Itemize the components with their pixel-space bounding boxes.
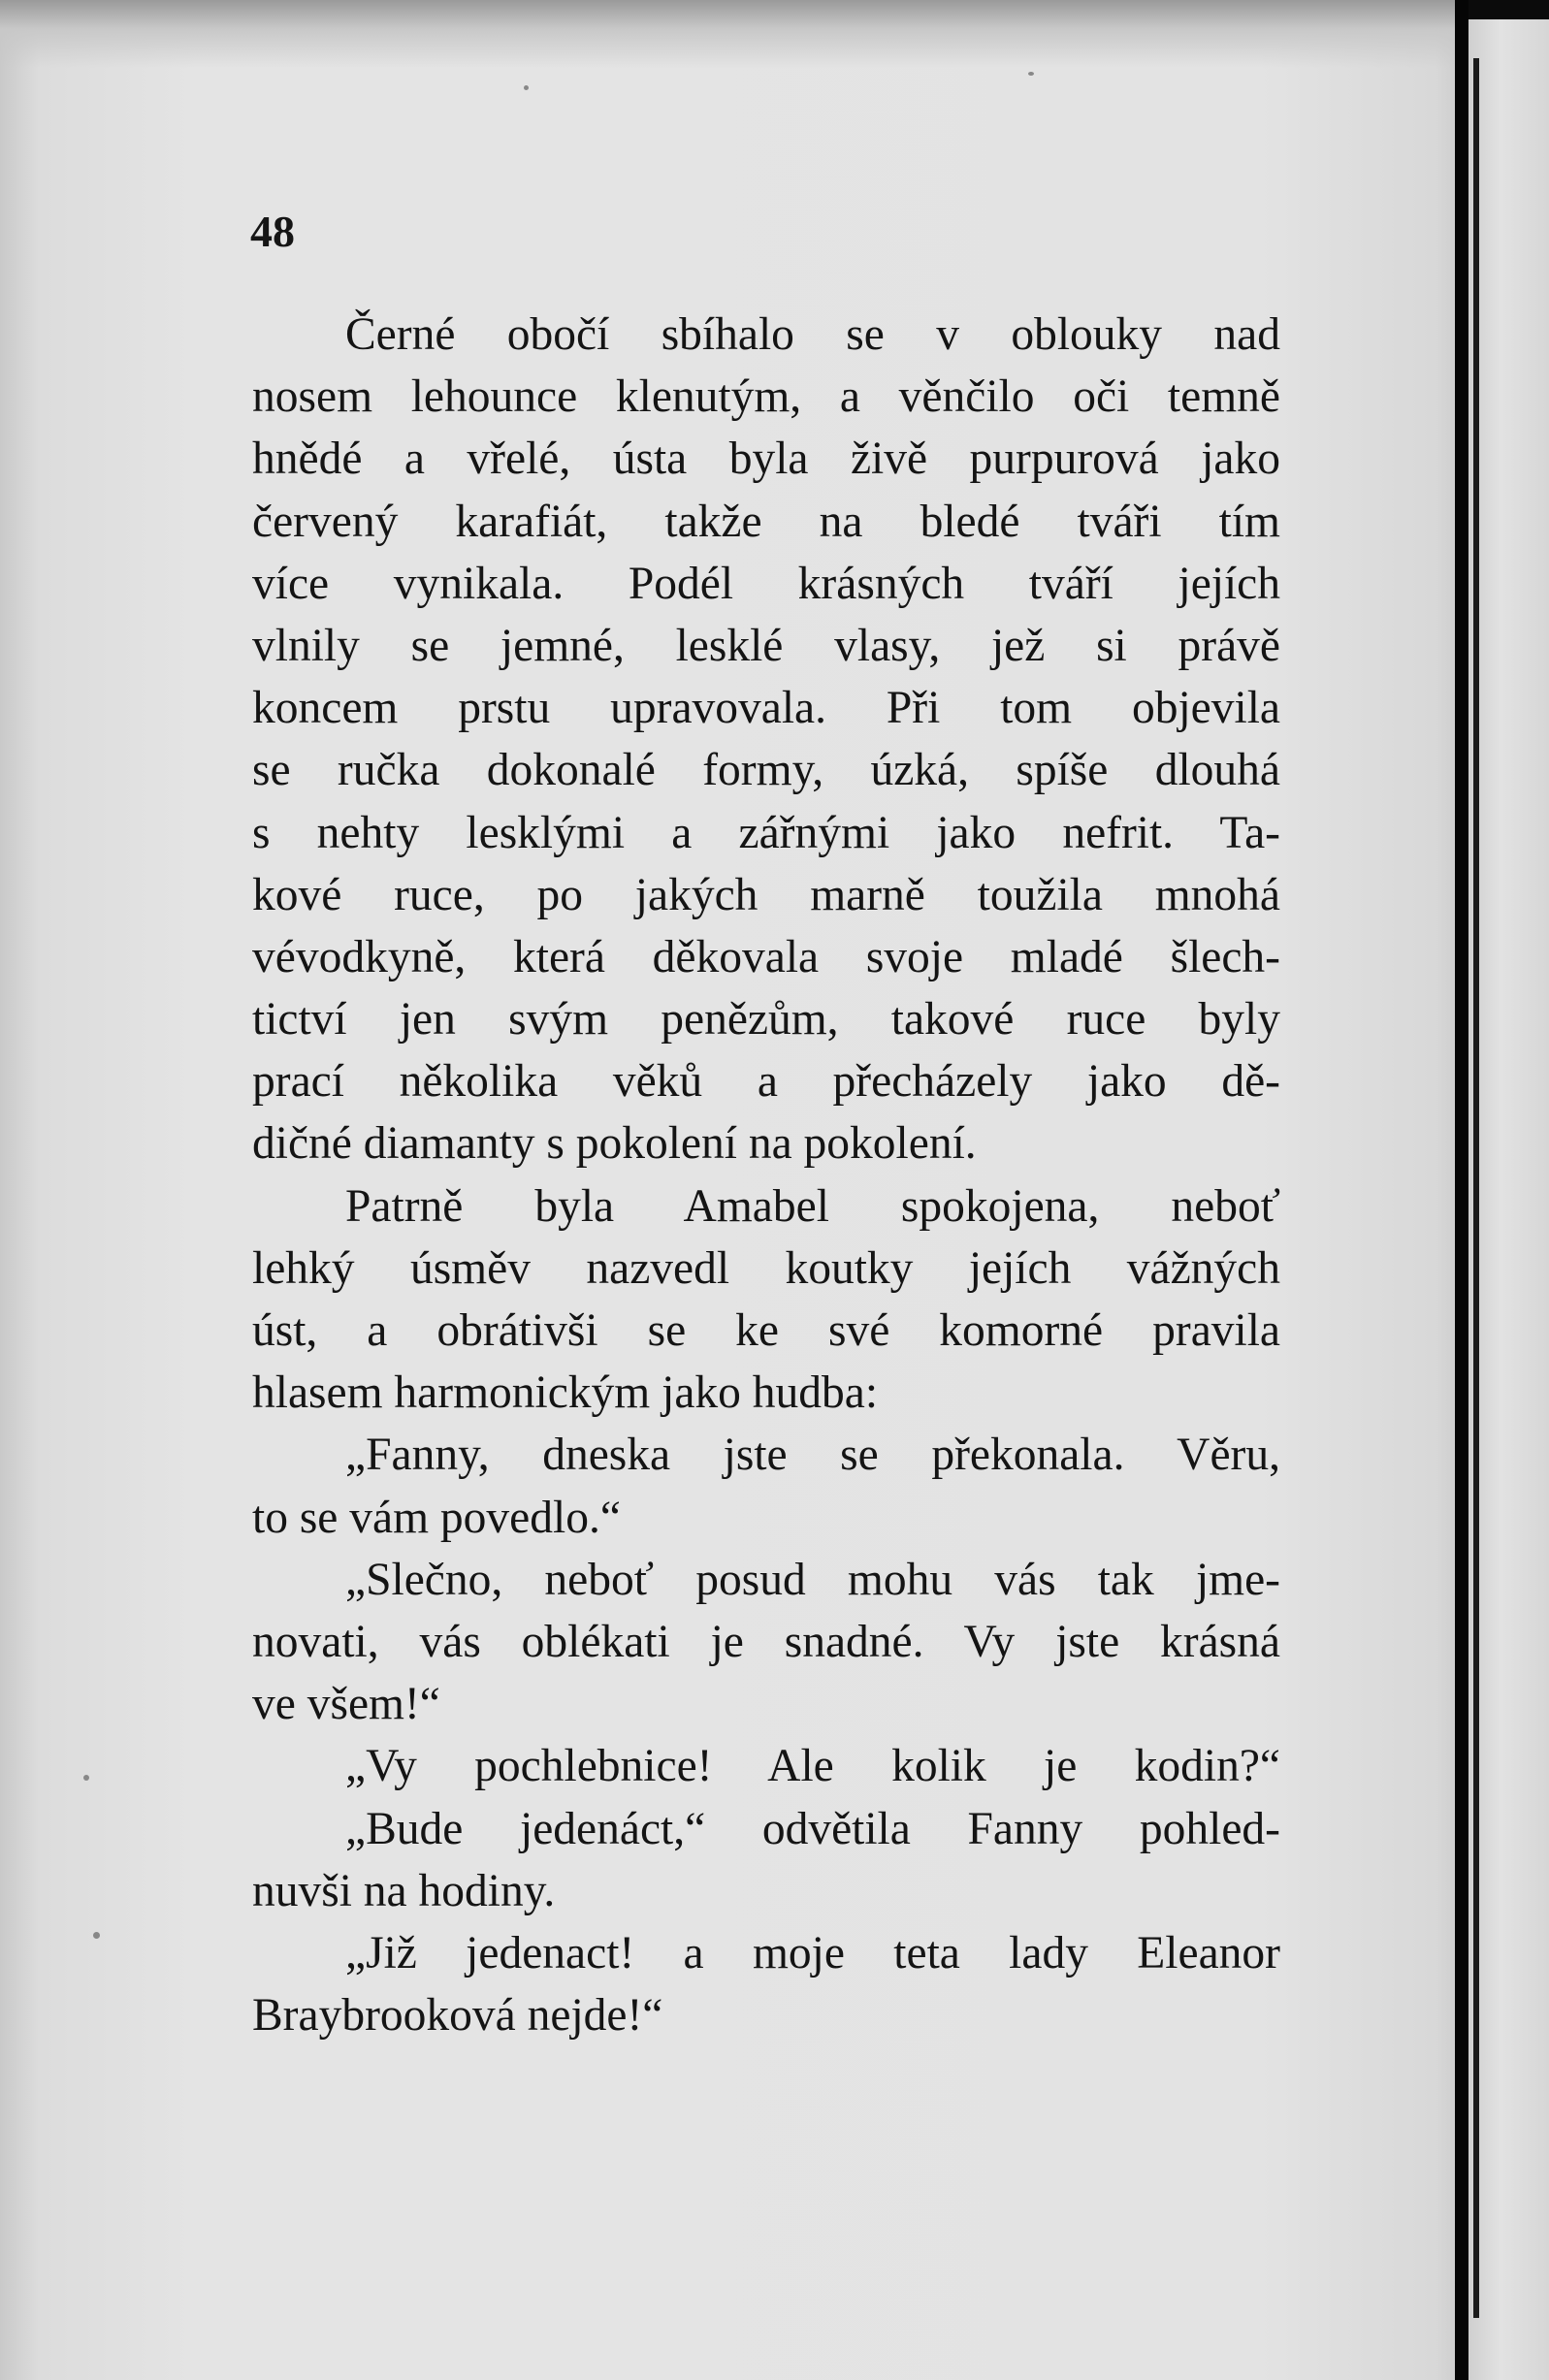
text-line: Braybrooková nejde!“	[252, 1990, 663, 2042]
paper-speck	[524, 85, 529, 90]
page-text	[252, 304, 1280, 2046]
text-line: vlnily se jemné, lesklé vlasy, jež si právě	[252, 620, 1280, 671]
page-top-shadow	[0, 0, 1455, 68]
paper-speck	[83, 1775, 89, 1781]
text-line: „Fanny, dneska jste se překonala. Věru,	[345, 1430, 1280, 1481]
text-line: úst, a obrátivši se ke své komorné pravila	[252, 1305, 1280, 1356]
text-line: „Bude jedenáct,“ odvětila Fanny pohled-	[345, 1803, 1280, 1854]
text-line: tictví jen svým penězům, takové ruce byly	[252, 994, 1280, 1045]
book-gutter	[1455, 0, 1468, 2380]
text-line: hlasem harmonickým jako hudba:	[252, 1367, 879, 1419]
paper-speck	[93, 1932, 100, 1939]
text-line: prací několika věků a přecházely jako dě-	[252, 1056, 1280, 1108]
text-line: s nehty lesklými a zářnými jako nefrit. Ta-	[252, 807, 1280, 858]
text-line: dičné diamanty s pokolení na pokolení.	[252, 1118, 977, 1170]
page-number: 48	[250, 207, 295, 256]
text-line: „Slečno, neboť posud mohu vás tak jme-	[345, 1554, 1280, 1605]
text-line: novati, vás oblékati je snadné. Vy jste krásná	[252, 1616, 1280, 1667]
text-line: Patrně byla Amabel spokojena, neboť	[345, 1180, 1280, 1232]
text-line: červený karafiát, takže na bledé tváři tím	[252, 496, 1280, 547]
text-line: „Vy pochlebnice! Ale kolik je kodin?“	[345, 1741, 1280, 1792]
text-line: Černé obočí sbíhalo se v oblouky nad	[345, 309, 1280, 360]
text-line: více vynikala. Podél krásných tváří jejích	[252, 558, 1280, 609]
text-line: kové ruce, po jakých marně toužila mnohá	[252, 869, 1280, 920]
text-line: se ručka dokonalé formy, úzká, spíše dlouhá	[252, 745, 1280, 796]
text-line: nosem lehounce klenutým, a věnčilo oči temně	[252, 371, 1280, 423]
text-line: „Již jedenact! a moje teta lady Eleanor	[345, 1927, 1280, 1978]
text-line: to se vám povedlo.“	[252, 1492, 621, 1543]
text-line: hnědé a vřelé, ústa byla živě purpurová jako	[252, 434, 1280, 485]
text-line: vévodkyně, která děkovala svoje mladé šlech-	[252, 931, 1280, 982]
adjacent-page-rule	[1473, 58, 1479, 2318]
text-line: koncem prstu upravovala. Při tom objevila	[252, 683, 1280, 734]
text-line: nuvši na hodiny.	[252, 1865, 556, 1916]
text-line: lehký úsměv nazvedl koutky jejích vážných	[252, 1242, 1280, 1294]
paper-speck	[1028, 72, 1034, 76]
text-line: ve všem!“	[252, 1679, 440, 1730]
adjacent-page-edge	[1468, 19, 1549, 2380]
